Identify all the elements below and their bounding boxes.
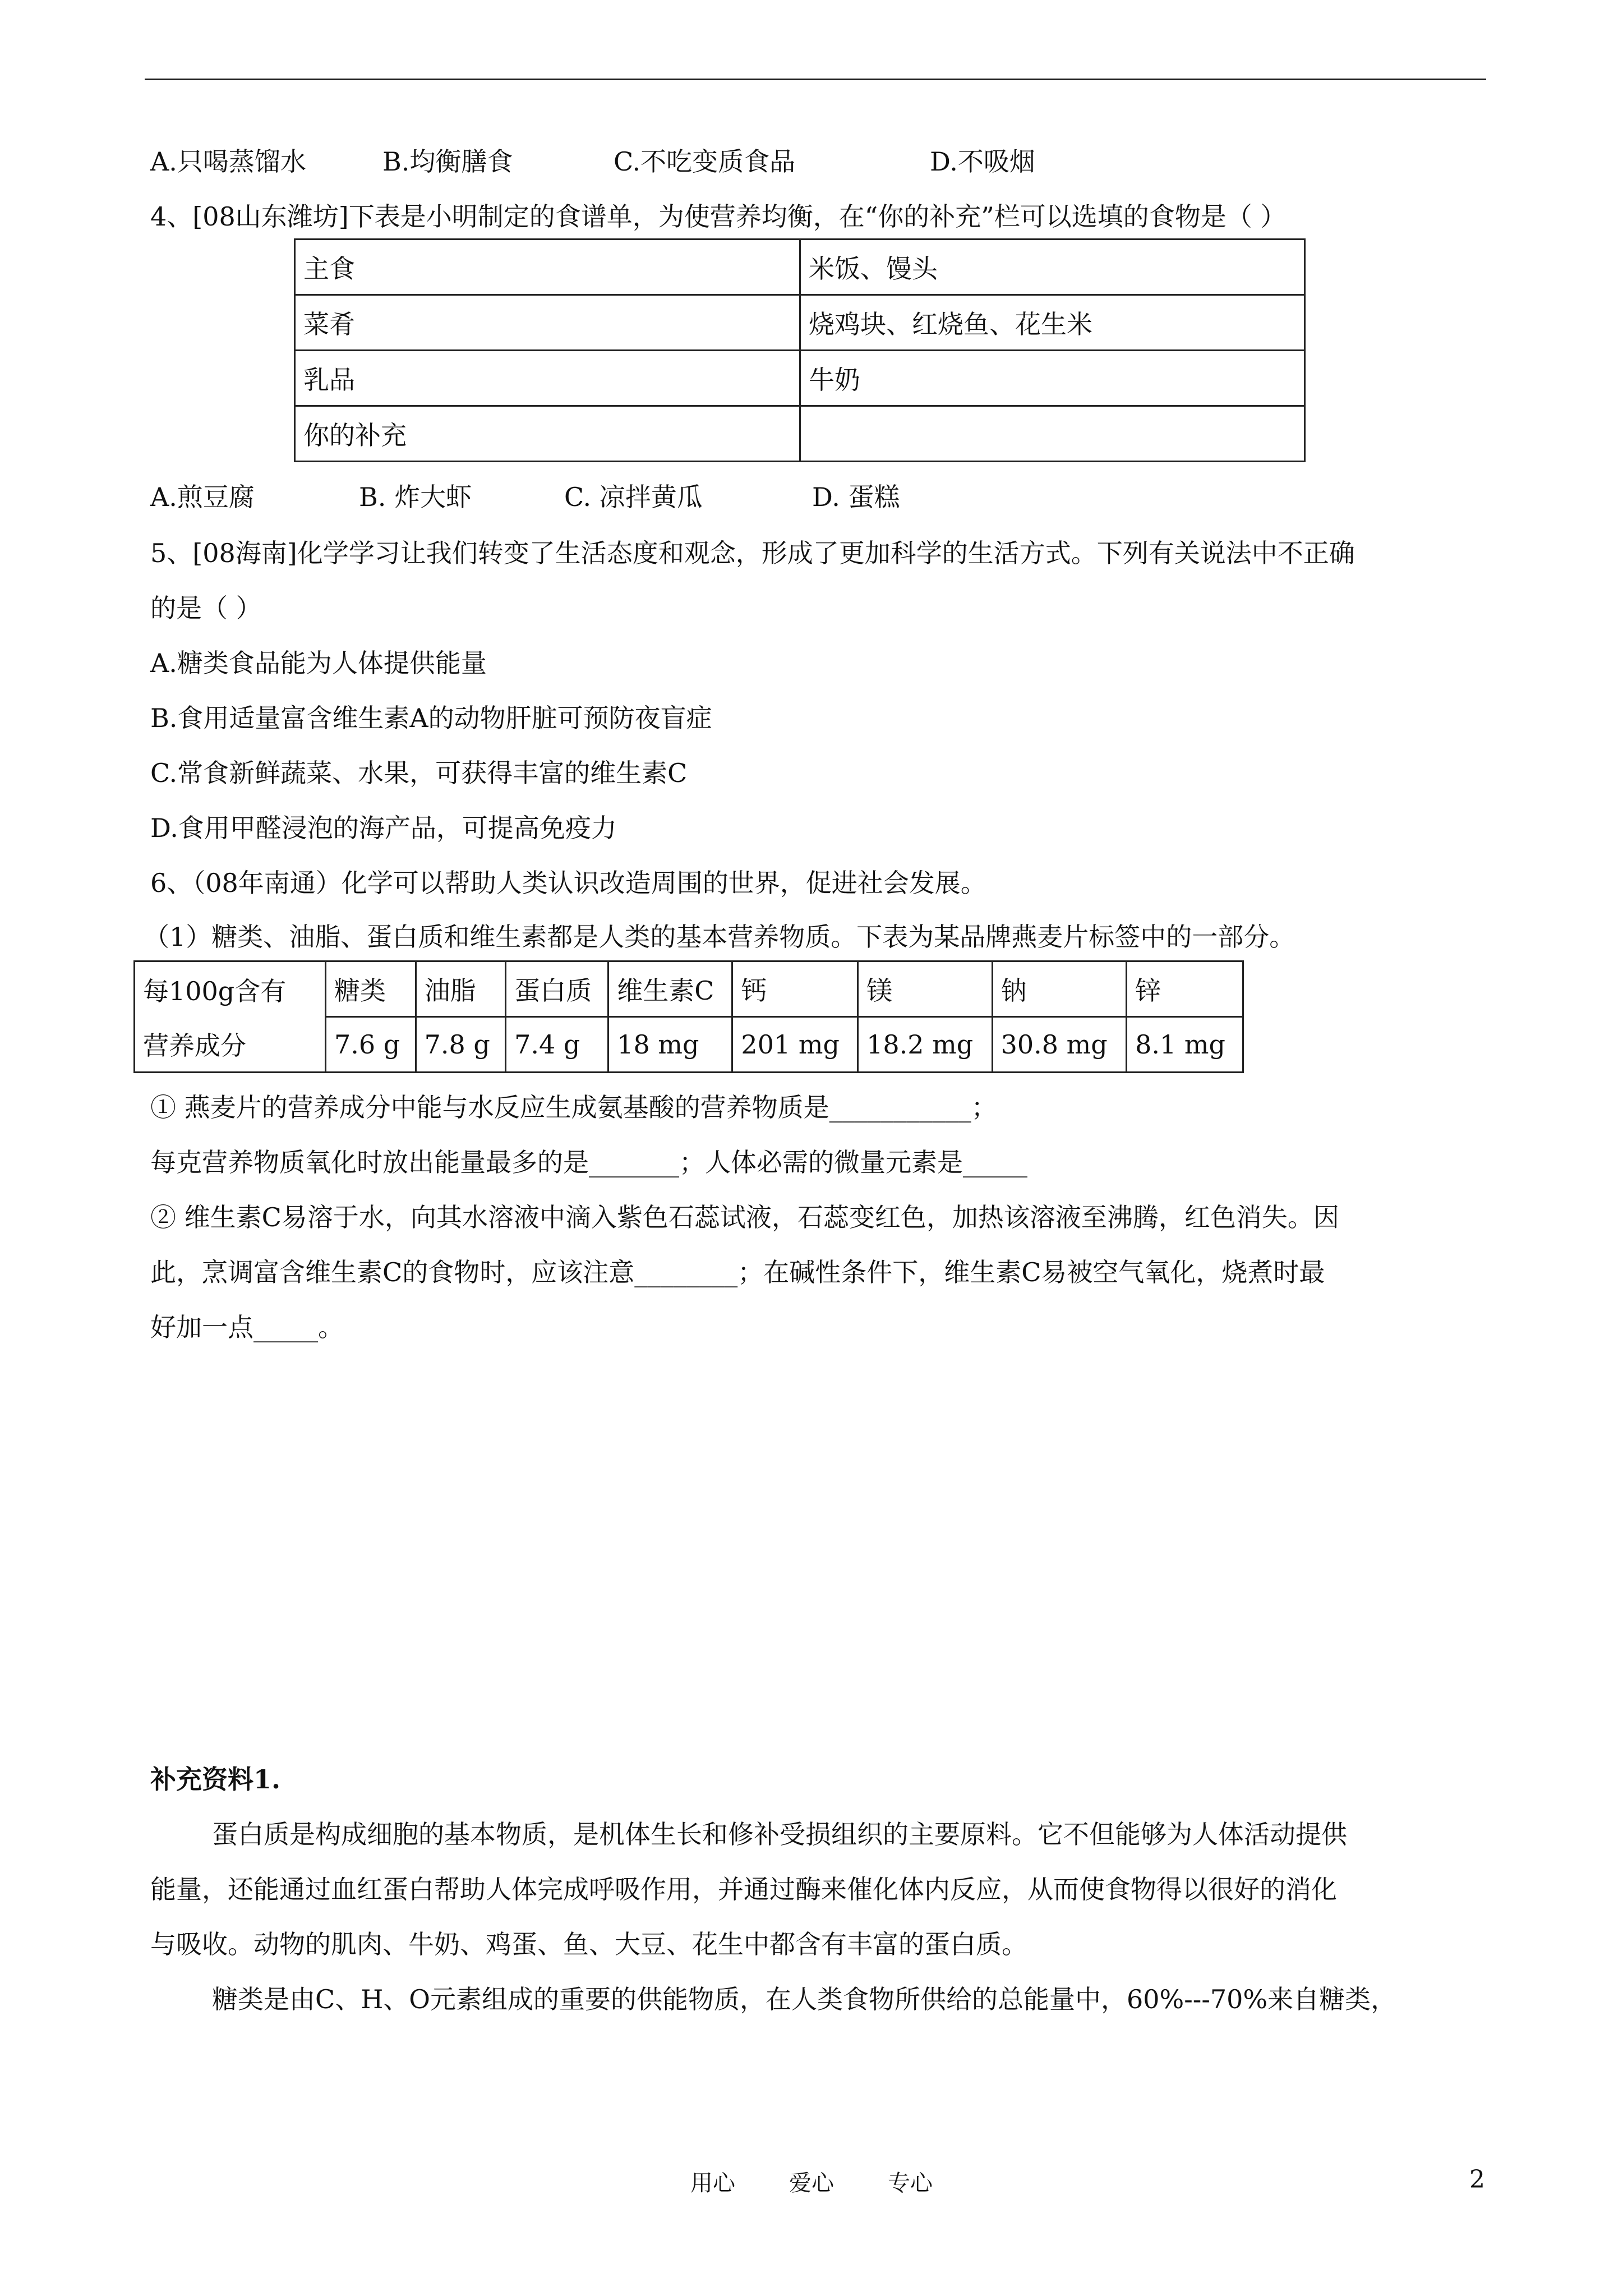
menu-cell: 烧鸡块、红烧鱼、花生米 [800,295,1305,351]
nutrient-name: 钙 [732,961,858,1017]
footer-motto [0,2165,1623,2197]
table-row [135,961,1243,1017]
menu-table [294,238,1306,462]
supplement-p1-line2: 能量，还能通过血红蛋白帮助人体完成呼吸作用，并通过酶来催化体内反应，从而使食物得以很好的消化 [150,1874,1337,1904]
footer-word: 专心 [888,2170,933,2196]
nutrient-amount: 8.1 mg [1127,1017,1243,1073]
table-row [135,1017,1243,1073]
nutrient-amount: 7.8 g [416,1017,506,1073]
menu-cell: 乳品 [295,351,800,406]
nutrition-header-label: 营养成分 [135,1017,326,1073]
nutrient-amount: 18.2 mg [858,1017,993,1073]
menu-cell: 你的补充 [295,406,800,462]
q3-options [150,145,1035,178]
q5-option-a: A.糖类食品能为人体提供能量 [150,648,487,678]
table-row [295,351,1305,406]
q6-sub2-line3: 好加一点_____。 [150,1312,344,1342]
q6-sub1-line2: 每克营养物质氧化时放出能量最多的是_______；人体必需的微量元素是_____ [150,1147,1027,1177]
q3-option-c: C.不吃变质食品 [614,146,796,177]
nutrient-amount: 18 mg [608,1017,732,1073]
q5-option-d: D.食用甲醛浸泡的海产品，可提高免疫力 [150,813,617,843]
q6-sub1-line1: ① 燕麦片的营养成分中能与水反应生成氨基酸的营养物质是___________； [150,1092,997,1122]
q4-option-a: A.煎豆腐 [150,482,255,512]
nutrient-amount: 30.8 mg [992,1017,1127,1073]
nutrient-name: 钠 [992,961,1127,1017]
q4-option-d: D. 蛋糕 [812,482,900,512]
q5-option-b: B.食用适量富含维生素A的动物肝脏可预防夜盲症 [150,703,712,733]
menu-cell-blank [800,406,1305,462]
header-rule [145,79,1486,80]
q3-option-b: B.均衡膳食 [382,146,513,177]
page-number: 2 [1469,2165,1485,2194]
nutrition-header-label: 每100g含有 [135,961,326,1017]
table-row [295,295,1305,351]
supplement-title: 补充资料1. [150,1764,281,1795]
menu-cell: 米饭、馒头 [800,240,1305,295]
q4-stem: 4、[08山东潍坊]下表是小明制定的食谱单，为使营养均衡，在“你的补充”栏可以选填的食物是（ ） [150,201,1287,232]
supplement-p1-line3: 与吸收。动物的肌肉、牛奶、鸡蛋、鱼、大豆、花生中都含有丰富的蛋白质。 [150,1929,1027,1959]
nutrient-name: 锌 [1127,961,1243,1017]
menu-cell: 牛奶 [800,351,1305,406]
q5-stem-line1: 5、[08海南]化学学习让我们转变了生活态度和观念，形成了更加科学的生活方式。下列有关说法中不正确 [150,538,1355,568]
q6-sub2-line1: ② 维生素C易溶于水，向其水溶液中滴入紫色石蕊试液，石蕊变红色，加热该溶液至沸腾，红色消失。因 [150,1202,1339,1232]
q6-part1: （1）糖类、油脂、蛋白质和维生素都是人类的基本营养物质。下表为某品牌燕麦片标签中的一部分。 [144,922,1295,952]
q4-options [150,480,900,514]
q6-stem: 6、（08年南通）化学可以帮助人类认识改造周围的世界，促进社会发展。 [150,868,986,898]
q5-stem-line2: 的是（ ） [150,593,262,623]
supplement-p2-line1: 糖类是由C、H、O元素组成的重要的供能物质，在人类食物所供给的总能量中，60%---70%来自糖类， [212,1984,1397,2014]
table-row [295,406,1305,462]
footer-word: 爱心 [789,2170,834,2196]
q4-option-c: C. 凉拌黄瓜 [564,482,703,512]
q4-option-b: B. 炸大虾 [359,482,472,512]
nutrition-table [133,960,1244,1073]
nutrient-amount: 201 mg [732,1017,858,1073]
menu-cell: 菜肴 [295,295,800,351]
q3-option-a: A.只喝蒸馏水 [150,146,306,177]
menu-cell: 主食 [295,240,800,295]
supplement-p1-line1: 蛋白质是构成细胞的基本物质，是机体生长和修补受损组织的主要原料。它不但能够为人体活动提供 [212,1819,1347,1849]
q3-option-d: D.不吸烟 [930,146,1035,177]
nutrient-name: 蛋白质 [506,961,608,1017]
nutrient-name: 维生素C [608,961,732,1017]
nutrient-name: 糖类 [326,961,416,1017]
nutrient-name: 镁 [858,961,993,1017]
footer-word: 用心 [690,2170,735,2196]
nutrient-name: 油脂 [416,961,506,1017]
q6-sub2-line2: 此，烹调富含维生素C的食物时，应该注意________；在碱性条件下，维生素C易被空气氧化，烧煮时最 [150,1257,1325,1287]
nutrient-amount: 7.4 g [506,1017,608,1073]
nutrient-amount: 7.6 g [326,1017,416,1073]
table-row [295,240,1305,295]
q5-option-c: C.常食新鲜蔬菜、水果，可获得丰富的维生素C [150,758,688,788]
